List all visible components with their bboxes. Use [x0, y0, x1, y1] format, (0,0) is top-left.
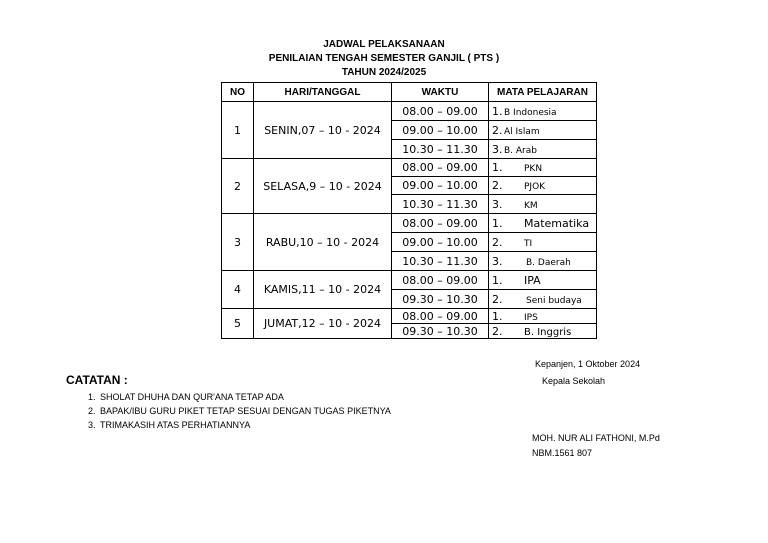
subject-cell: [489, 177, 597, 195]
day-date: RABU,10 – 10 - 2024: [254, 214, 392, 271]
subject-number: 1.: [492, 309, 503, 323]
subject-number: 1.: [492, 216, 503, 230]
subject-name: Al Islam: [504, 126, 540, 137]
document-title: [0, 38, 768, 80]
subject-cell: [489, 252, 597, 271]
subject-number: 2.: [492, 123, 503, 137]
day-number: 3: [222, 214, 254, 271]
day-date: JUMAT,12 – 10 - 2024: [254, 309, 392, 339]
subject-cell: [489, 309, 597, 324]
time-cell: 09.00 – 10.00: [392, 233, 489, 252]
subject-cell: [489, 290, 597, 309]
subject-number: 3.: [492, 142, 503, 156]
subject-name: PJOK: [524, 182, 546, 192]
signature-name: MOH. NUR ALI FATHONI, M.Pd: [532, 433, 660, 443]
subject-name: B Indonesia: [504, 107, 557, 118]
subject-number: 3.: [492, 254, 503, 268]
table-row: [222, 271, 597, 290]
table-row: [222, 214, 597, 233]
header-hari-tanggal: HARI/TANGGAL: [254, 83, 392, 102]
subject-name: B. Arab: [504, 145, 537, 156]
header-waktu: WAKTU: [392, 83, 489, 102]
subject-cell: [489, 195, 597, 214]
time-cell: 08.00 – 09.00: [392, 102, 489, 121]
subject-number: 2.: [492, 179, 503, 192]
time-cell: 08.00 – 09.00: [392, 271, 489, 290]
title-line-2: PENILAIAN TENGAH SEMESTER GANJIL ( PTS ): [268, 53, 500, 64]
subject-name: KM: [524, 200, 538, 211]
subject-name: IPA: [524, 273, 541, 287]
time-cell: 08.00 – 09.00: [392, 159, 489, 177]
subject-number: 2.: [492, 292, 503, 306]
subject-name: B. Inggris: [524, 326, 572, 338]
subject-number: 2.: [492, 235, 503, 249]
table-row: [222, 159, 597, 177]
subject-name: IPS: [524, 312, 538, 323]
signature-nbm: NBM.1561 807: [532, 448, 593, 458]
subject-number: 1.: [492, 273, 503, 287]
subject-cell: [489, 214, 597, 233]
subject-name: Matematika: [524, 216, 590, 230]
day-number: 2: [222, 159, 254, 214]
list-item: 2. BAPAK/IBU GURU PIKET TETAP SESUAI DENGAN TUGAS PIKETNYA: [98, 404, 391, 418]
title-line-3: TAHUN 2024/2025: [341, 67, 427, 78]
subject-number: 1.: [492, 104, 503, 118]
header-no: NO: [222, 83, 254, 102]
signature-role: Kepala Sekolah: [542, 376, 606, 386]
table-header-row: [222, 83, 597, 102]
time-cell: 09.30 – 10.30: [392, 324, 489, 339]
subject-name: B. Daerah: [526, 257, 571, 268]
time-cell: 10.30 – 11.30: [392, 195, 489, 214]
table-row: [222, 102, 597, 121]
subject-cell: [489, 271, 597, 290]
subject-number: 2.: [492, 324, 503, 338]
time-cell: 09.00 – 10.00: [392, 177, 489, 195]
notes-title: CATATAN :: [66, 373, 128, 387]
subject-cell: [489, 233, 597, 252]
subject-cell: [489, 140, 597, 159]
time-cell: 10.30 – 11.30: [392, 252, 489, 271]
subject-number: 1.: [492, 161, 503, 174]
list-item: 1. SHOLAT DHUHA DAN QUR'ANA TETAP ADA: [98, 390, 391, 404]
subject-cell: [489, 121, 597, 140]
header-mata-pelajaran: MATA PELAJARAN: [489, 83, 597, 102]
subject-name: PKN: [524, 164, 543, 174]
signature-place-date: Kepanjen, 1 Oktober 2024: [535, 359, 641, 369]
day-number: 5: [222, 309, 254, 339]
subject-name: Seni budaya: [526, 295, 582, 306]
title-line-1: JADWAL PELAKSANAAN: [323, 39, 445, 50]
list-item: 3. TRIMAKASIH ATAS PERHATIANNYA: [98, 418, 391, 432]
subject-cell: [489, 159, 597, 177]
day-date: KAMIS,11 – 10 - 2024: [254, 271, 392, 309]
subject-name: TI: [524, 238, 533, 249]
table-row: [222, 309, 597, 324]
time-cell: 08.00 – 09.00: [392, 214, 489, 233]
day-number: 1: [222, 102, 254, 159]
notes-list: [66, 390, 391, 432]
day-date: SENIN,07 – 10 - 2024: [254, 102, 392, 159]
time-cell: 09.00 – 10.00: [392, 121, 489, 140]
subject-number: 3.: [492, 197, 503, 211]
time-cell: 10.30 – 11.30: [392, 140, 489, 159]
day-date: SELASA,9 – 10 - 2024: [254, 159, 392, 214]
time-cell: 09.30 – 10.30: [392, 290, 489, 309]
subject-cell: [489, 102, 597, 121]
time-cell: 08.00 – 09.00: [392, 309, 489, 324]
subject-cell: [489, 324, 597, 339]
day-number: 4: [222, 271, 254, 309]
schedule-table: [221, 82, 597, 339]
